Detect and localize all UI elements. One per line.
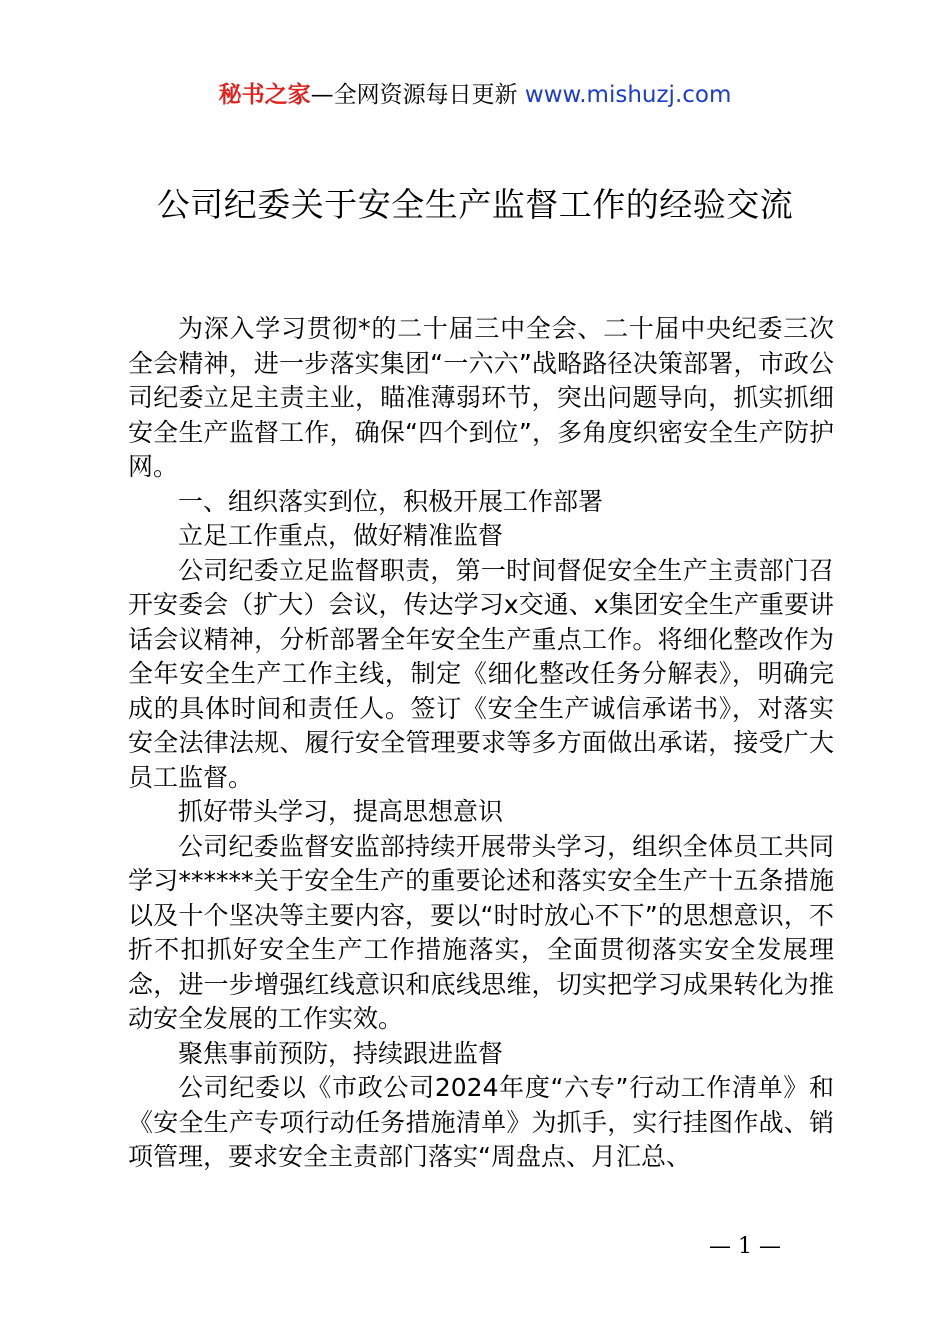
page-number: — 1 — xyxy=(709,1234,781,1259)
subsection-heading: 立足工作重点，做好精准监督 xyxy=(178,521,504,550)
subsection-heading: 抓好带头学习，提高思想意识 xyxy=(178,797,504,826)
body-paragraph: 公司纪委立足监督职责，第一时间督促安全生产主责部门召开安委会（扩大）会议，传达学习x交通、x集团安全生产重要讲话会议精神，分析部署全年安全生产重点工作。将细化整改作为全年安全生产工作主线，制定《细化整改任务分解表》，明确完成的具体时间和责任人。签订《安全生产诚信承诺书》，对落实安全法律法规、履行安全管理要求等多方面做出承诺，接受广大员工监督。 xyxy=(128,555,834,792)
section-heading: 一、组织落实到位，积极开展工作部署 xyxy=(178,486,604,516)
body-paragraph: 公司纪委以《市政公司2024年度“六专”行动工作清单》和《安全生产专项行动任务措施清单》为抓手，实行挂图作战、销项管理，要求安全主责部门落实“周盘点、月汇总、 xyxy=(128,1073,834,1171)
intro-paragraph: 为深入学习贯彻*的二十届三中全会、二十届中央纪委三次全会精神，进一步落实集团“一六六”战略路径决策部署，市政公司纪委立足主责主业，瞄准薄弱环节，突出问题导向，抓实抓细安全生产监督工作，确保“四个到位”，多角度织密安全生产防护网。 xyxy=(128,314,834,481)
site-url-link[interactable]: www.mishuzj.com xyxy=(524,82,732,108)
document-body xyxy=(128,312,834,1175)
subsection-heading: 聚焦事前预防，持续跟进监督 xyxy=(178,1038,504,1068)
body-paragraph: 公司纪委监督安监部持续开展带头学习，组织全体员工共同学习******关于安全生产的重要论述和落实安全生产十五条措施以及十个坚决等主要内容，要以“时时放心不下”的思想意识，不折不扣抓好安全生产工作措施落实，全面贯彻落实安全发展理念，进一步增强红线意识和底线思维，切实把学习成果转化为推动安全发展的工作实效。 xyxy=(128,831,834,1033)
site-tagline: —全网资源每日更新 xyxy=(310,82,518,108)
site-header xyxy=(0,78,950,112)
site-brand: 秘书之家 xyxy=(218,82,311,108)
document-title: 公司纪委关于安全生产监督工作的经验交流 xyxy=(156,185,794,224)
